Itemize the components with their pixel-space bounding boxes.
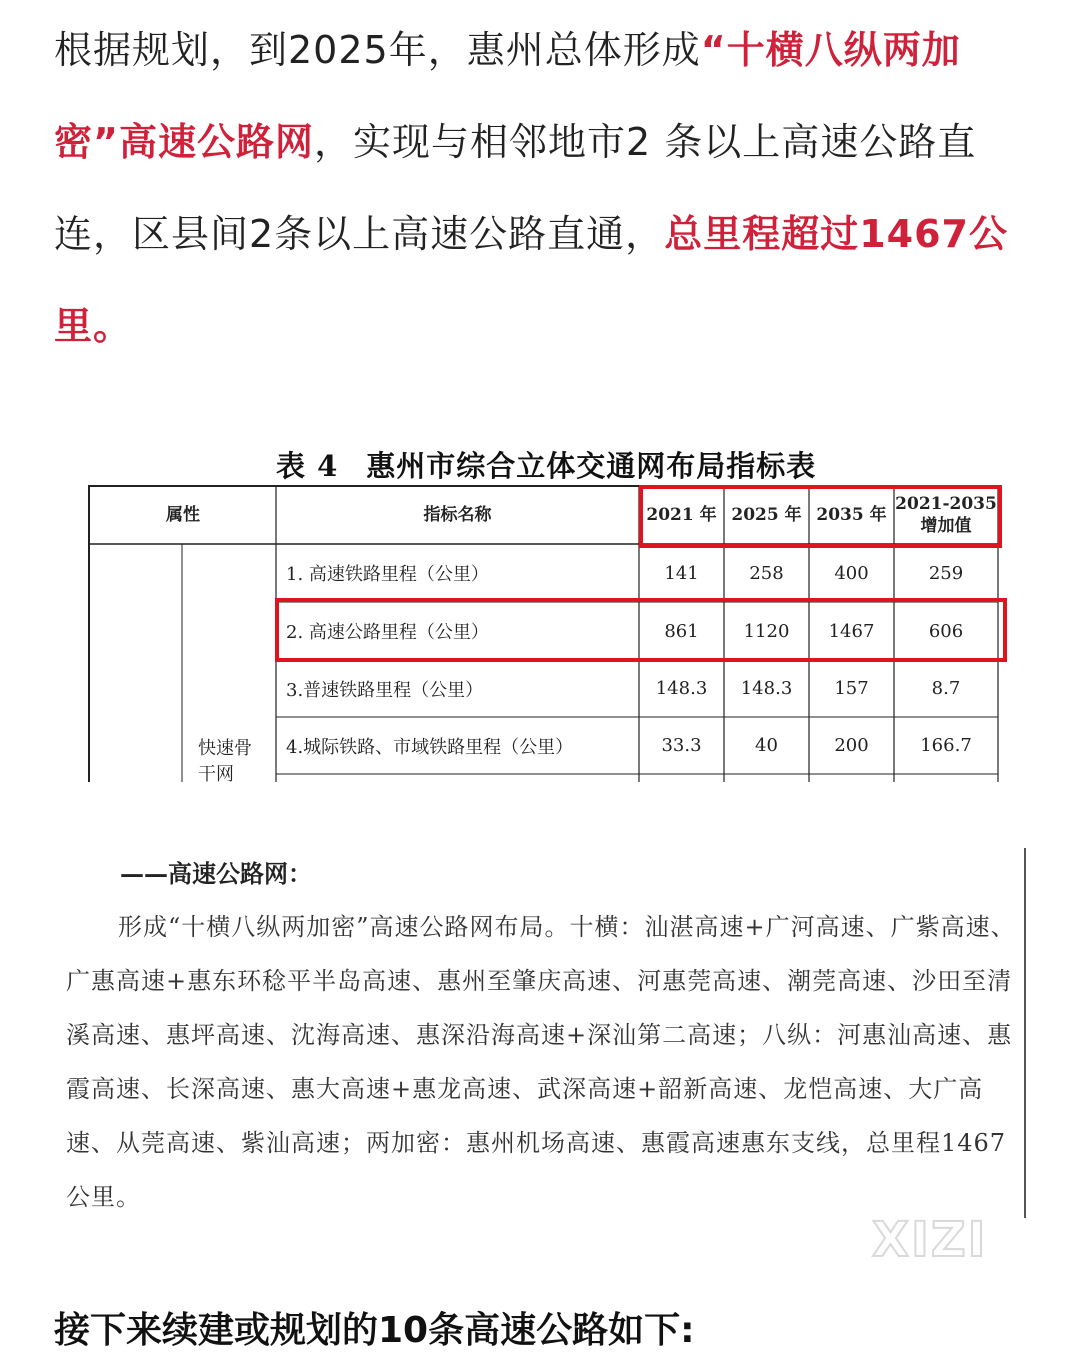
row-4-increase: 166.7 xyxy=(920,735,972,756)
xizi-watermark-logo: XIZI xyxy=(872,1212,988,1268)
row-2-name: 2. 高速公路里程（公里） xyxy=(286,622,489,643)
table-title-text: 惠州市综合立体交通网布局指标表 xyxy=(366,449,817,483)
row-4-2035: 200 xyxy=(834,735,869,756)
intro-text-2: ，实现与相邻地市2 条以上高速公路直连，区县间2条以上高速公路直通， xyxy=(54,120,977,256)
row-1-name: 1. 高速铁路里程（公里） xyxy=(286,564,489,585)
row-4-2025: 40 xyxy=(755,735,778,756)
header-2035: 2035 年 xyxy=(816,505,887,525)
category-label-line2: 干网 xyxy=(198,764,234,782)
header-2025: 2025 年 xyxy=(731,505,802,525)
table-number: 表 4 xyxy=(276,449,339,483)
row-3-2025: 148.3 xyxy=(740,678,793,699)
row-1-increase: 259 xyxy=(928,562,964,584)
header-increase-years: 2021-2035 xyxy=(895,494,997,514)
header-2021: 2021 年 xyxy=(646,505,717,525)
row-3-increase: 8.7 xyxy=(931,678,961,699)
row-3-name: 3.普速铁路里程（公里） xyxy=(286,679,484,701)
doc-body-text: 形成“十横八纵两加密”高速公路网布局。十横：汕湛高速+广河高速、广紫高速、广惠高速+惠东环稔平半岛高速、惠州至肇庆高速、河惠莞高速、潮莞高速、沙田至清溪高速、惠坪高速、沈海高速、惠深沿海高速+深汕第二高速；八纵：河惠汕高速、惠霞高速、长深高速、惠大高速+惠龙高速、武深高速+韶新高速、龙恺高速、大广高速、从莞高速、紫汕高速；两加密：惠州机场高速、惠霞高速惠东支线，总里程1467公里。 xyxy=(66,913,1016,1211)
page-edge-rule xyxy=(1024,848,1026,1218)
plan-document-excerpt xyxy=(60,848,1026,1218)
row-1-2035: 400 xyxy=(834,562,869,584)
row-2-2021: 861 xyxy=(664,620,699,642)
row-4-2021: 33.3 xyxy=(661,735,702,756)
header-name: 指标名称 xyxy=(423,505,492,525)
intro-paragraph xyxy=(54,4,1030,372)
header-attr: 属性 xyxy=(166,505,200,525)
row-3-2021: 148.3 xyxy=(655,678,708,699)
row-1-2025: 258 xyxy=(749,562,784,584)
doc-heading: ——高速公路网： xyxy=(120,859,312,888)
intro-text-1: 根据规划，到2025年，惠州总体形成 xyxy=(54,28,701,72)
row-3-2035: 157 xyxy=(834,678,869,699)
category-label xyxy=(182,740,276,780)
row-4-name: 4.城际铁路、市域铁路里程（公里） xyxy=(286,736,574,758)
category-label-line1: 快速骨 xyxy=(198,738,252,759)
row-1-2021: 141 xyxy=(664,562,699,584)
row-2-2035: 1467 xyxy=(828,620,875,642)
row-2-increase: 606 xyxy=(928,620,964,642)
intro-highlight-network: “十横八纵两加密”高速公路网 xyxy=(54,28,961,164)
intro-highlight-mileage: 总里程超过1467公里。 xyxy=(54,212,1008,348)
closing-heading: 接下来续建或规划的10条高速公路如下: xyxy=(54,1310,695,1351)
header-increase-label: 增加值 xyxy=(920,516,972,536)
header-increase xyxy=(894,486,998,544)
indicator-table-image xyxy=(88,440,1008,782)
row-2-2025: 1120 xyxy=(743,620,790,642)
